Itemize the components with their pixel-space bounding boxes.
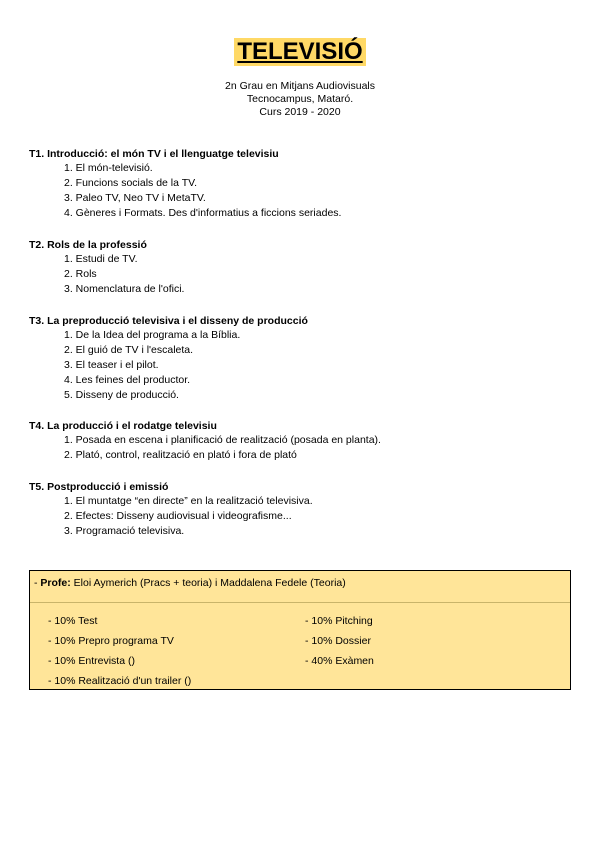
list-item: 2. Rols [64, 268, 97, 280]
grading-item: - 10% Test [48, 615, 98, 627]
course-year: Curs 2019 - 2020 [259, 106, 341, 118]
list-item: 4. Les feines del productor. [64, 374, 191, 386]
section-items [29, 328, 589, 403]
section-title: T3. La preproducció televisiva i el disseny de producció [29, 315, 308, 327]
section-title: T5. Postproducció i emissió [29, 481, 169, 493]
section-items [29, 161, 589, 221]
section-t5 [29, 481, 589, 539]
list-item: 1. Posada en escena i planificació de realització (posada en planta). [64, 434, 381, 446]
list-item: 3. Nomenclatura de l'ofici. [64, 283, 185, 295]
grading-right-column [305, 611, 374, 671]
section-t4 [29, 420, 589, 463]
list-item: 1. El muntatge “en directe” en la realització televisiva. [64, 495, 313, 507]
list-item: 3. Programació televisiva. [64, 525, 185, 537]
section-items [29, 252, 589, 297]
list-item: 1. De la Idea del programa a la Bíblia. [64, 329, 241, 341]
profe-label: Profe: [40, 577, 71, 589]
grading-item: - 10% Prepro programa TV [48, 635, 174, 647]
list-item: 4. Gèneres i Formats. Des d'informatius a ficcions seriades. [64, 207, 342, 219]
list-item: 2. Funcions socials de la TV. [64, 177, 198, 189]
course-degree: 2n Grau en Mitjans Audiovisuals [225, 80, 375, 92]
grading-left-column [48, 611, 191, 691]
list-item: 1. El món-televisió. [64, 162, 153, 174]
list-item: 3. Paleo TV, Neo TV i MetaTV. [64, 192, 206, 204]
profe-box [29, 570, 571, 690]
course-campus: Tecnocampus, Mataró. [246, 93, 354, 105]
section-t2 [29, 239, 589, 297]
profe-text: Eloi Aymerich (Pracs + teoria) i Maddalena Fedele (Teoria) [70, 577, 346, 589]
section-title: T1. Introducció: el món TV i el llenguatge televisiu [29, 148, 279, 160]
grading-item: - 10% Entrevista () [48, 655, 135, 667]
course-info [0, 80, 600, 119]
section-t3 [29, 315, 589, 403]
title-wrapper [0, 38, 600, 66]
list-item: 1. Estudi de TV. [64, 253, 138, 265]
section-items [29, 433, 589, 463]
profe-prefix: - [34, 577, 41, 589]
section-title: T2. Rols de la professió [29, 239, 147, 251]
section-items [29, 494, 589, 539]
box-divider [30, 602, 570, 603]
profe-line [34, 577, 346, 589]
list-item: 3. El teaser i el pilot. [64, 359, 159, 371]
list-item: 5. Disseny de producció. [64, 389, 179, 401]
grading-item: - 10% Pitching [305, 615, 373, 627]
list-item: 2. Plató, control, realització en plató i fora de plató [64, 449, 297, 461]
section-t1 [29, 148, 589, 221]
grading-item: - 10% Dossier [305, 635, 371, 647]
page-title: TELEVISIÓ [234, 38, 365, 66]
list-item: 2. El guió de TV i l'escaleta. [64, 344, 194, 356]
list-item: 2. Efectes: Disseny audiovisual i videografisme... [64, 510, 292, 522]
grading-item: - 10% Realització d'un trailer () [48, 675, 192, 687]
grading-item: - 40% Exàmen [305, 655, 374, 667]
section-title: T4. La producció i el rodatge televisiu [29, 420, 217, 432]
